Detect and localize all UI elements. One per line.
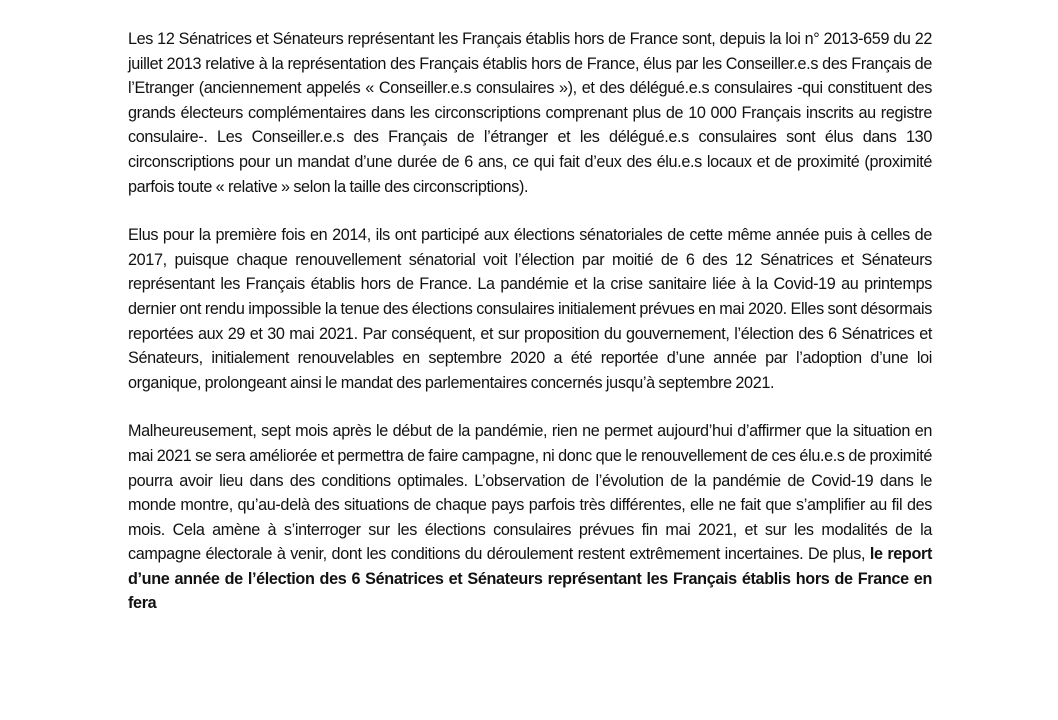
paragraph-3 xyxy=(128,419,932,616)
paragraph-3-text: Malheureusement, sept mois après le début de la pandémie, rien ne permet aujourd’hui d’affirmer que la situation en mai 2021 se sera améliorée et permettra de faire campagne, ni donc que le renouvellement de ces élu.e.s de proximité pourra avoir lieu dans des conditions optimales. L’observation de l’évolution de la pandémie de Covid-19 dans le monde montre, qu’au-delà des situations de chaque pays parfois très différentes, elle ne fait que s’amplifier au fil des mois. Cela amène à s’interroger sur les élections consulaires prévues fin mai 2021, et sur les modalités de la campagne électorale à venir, dont les conditions du déroulement restent extrêmement incertaines. De plus, xyxy=(128,422,932,564)
document-body xyxy=(128,27,932,616)
paragraph-1: Les 12 Sénatrices et Sénateurs représentant les Français établis hors de France sont, depuis la loi n° 2013-659 du 22 juillet 2013 relative à la représentation des Français établis hors de France, élus par les Conseiller.e.s des Français de l’Etranger (anciennement appelés « Conseiller.e.s consulaires »), et des délégué.e.s consulaires -qui constituent des grands électeurs complémentaires dans les circonscriptions comprenant plus de 10 000 Français inscrits au registre consulaire-. Les Conseiller.e.s des Français de l’étranger et les délégué.e.s consulaires sont élus dans 130 circonscriptions pour un mandat d’une durée de 6 ans, ce qui fait d’eux des élu.e.s locaux et de proximité (proximité parfois toute « relative » selon la taille des circonscriptions). xyxy=(128,30,932,196)
paragraph-2: Elus pour la première fois en 2014, ils ont participé aux élections sénatoriales de cette même année puis à celles de 2017, puisque chaque renouvellement sénatorial voit l’élection par moitié de 6 des 12 Sénatrices et Sénateurs représentant les Français établis hors de France. La pandémie et la crise sanitaire liée à la Covid-19 au printemps dernier ont rendu impossible la tenue des élections consulaires initialement prévues en mai 2020. Elles sont désormais reportées aux 29 et 30 mai 2021. Par conséquent, et sur proposition du gouvernement, l’élection des 6 Sénatrices et Sénateurs, initialement renouvelables en septembre 2020 a été reportée d’une année par l’adoption d’une loi organique, prolongeant ainsi le mandat des parlementaires concernés jusqu’à septembre 2021. xyxy=(128,226,932,392)
paragraph-3-bold-text: le report d’une année de l’élection des 6 Sénatrices et Sénateurs représentant les Français établis hors de France en fera xyxy=(128,545,932,613)
